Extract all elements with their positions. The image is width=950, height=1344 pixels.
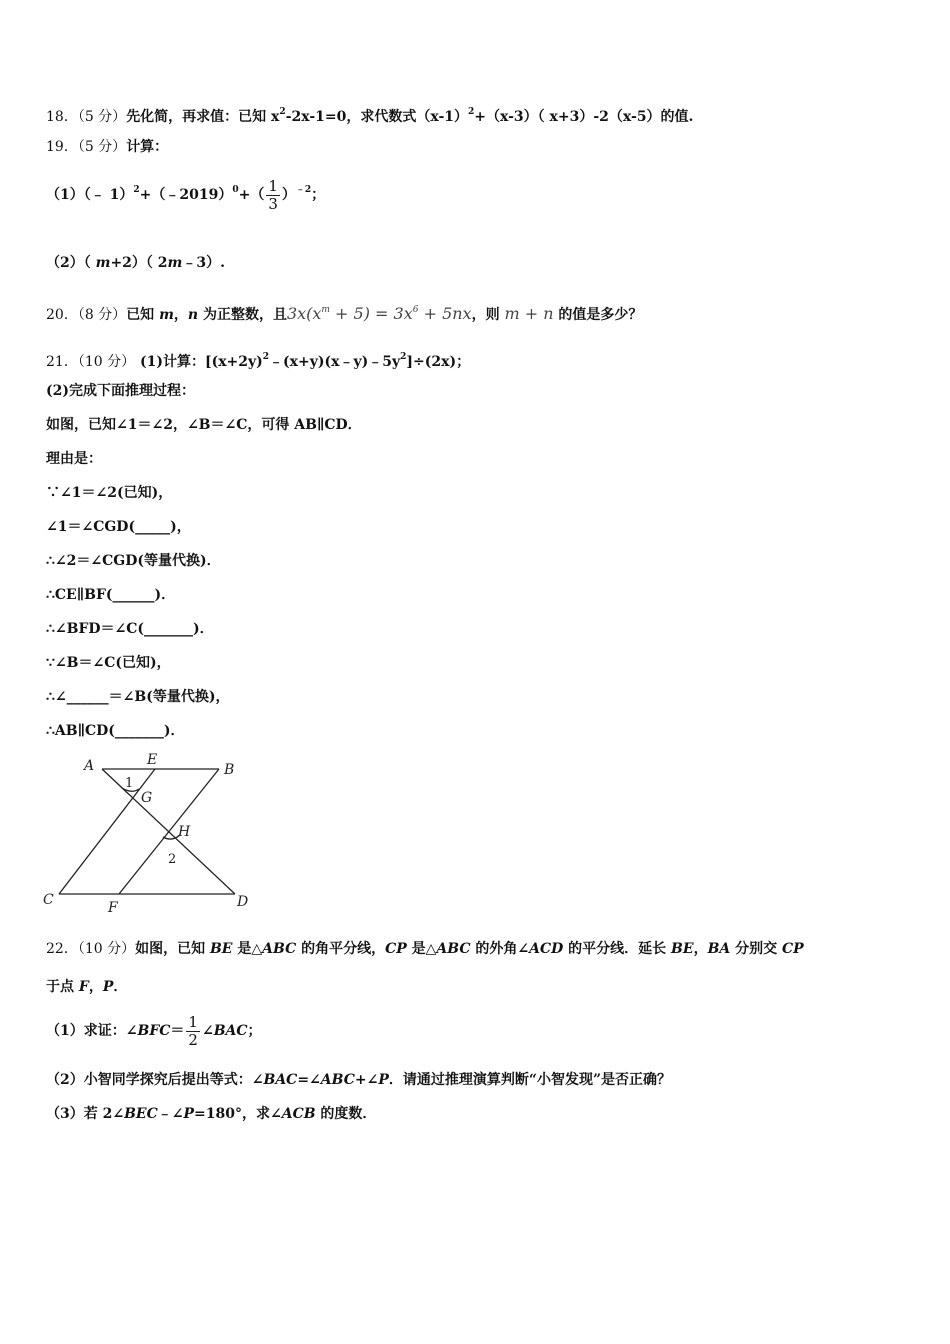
q22-p2-p: P	[378, 1072, 389, 1088]
q22-p2-b: =∠	[297, 1072, 321, 1088]
q19-p1-a: （1）（﹣ 1）	[46, 187, 134, 203]
q22-fraction	[186, 1014, 200, 1049]
q22-number: 22．	[46, 941, 78, 957]
q22-l1-abc2: ABC	[436, 941, 471, 957]
q21-step: ∴∠BFD＝∠C(_______)．	[46, 621, 214, 637]
q20-text-c: ，则	[471, 307, 505, 323]
q22-l2-a: 于点	[46, 979, 79, 995]
q22-p1-c: ；	[247, 1023, 262, 1039]
q22-l1-cp2: CP	[782, 941, 804, 957]
q22-l1-h: 分别交	[730, 941, 783, 957]
q22-p2-a: （2）小智同学探究后提出等式：∠	[46, 1072, 264, 1088]
q22-part1	[46, 1011, 262, 1051]
q22-l1-ba: BA	[707, 941, 731, 957]
q20-text-a: 已知	[126, 307, 160, 323]
q19-p1-exp2: 0	[232, 185, 239, 195]
q22-score: （10 分）	[77, 941, 136, 957]
q20-eq-exp-m: m	[321, 305, 330, 315]
q22-p3-bec: BEC	[124, 1106, 158, 1122]
label-G: G	[141, 790, 153, 806]
q21-step: 如图，已知∠1＝∠2，∠B＝∠C，可得 AB∥CD．	[46, 417, 362, 433]
q20-text-b: 为正整数，且	[198, 307, 287, 323]
q19-text: 计算：	[126, 139, 169, 155]
q22-p1-bac: BAC	[213, 1023, 248, 1039]
q22-p3-a: （3）若 2∠	[46, 1106, 125, 1122]
q19-frac-den: 3	[268, 194, 278, 213]
q21-l1-exp1: 2	[262, 352, 270, 362]
q20-score: （8 分）	[77, 307, 127, 323]
q21-step: ∴∠______＝∠B(等量代换)，	[46, 689, 230, 705]
q19-part1	[46, 170, 325, 215]
geometry-figure	[42, 752, 257, 917]
q20-n: n	[187, 307, 199, 323]
q22-l2-c: ．	[113, 979, 128, 995]
q21-step: ∴∠2＝∠CGD(等量代换)．	[46, 553, 221, 569]
q22-p1-b: ∠	[201, 1023, 214, 1039]
q19-p1-d: ）	[281, 187, 296, 203]
q18-text-b: -2x-1=0，求代数式（x-1）	[285, 109, 469, 125]
q20-eq-exp-6: 6	[412, 305, 419, 315]
q22-part3	[46, 1104, 376, 1124]
q22-p2-d: ．请通过推理演算判断“小智发现”是否正确？	[388, 1072, 672, 1088]
q19-p1-b: +（﹣2019）	[139, 187, 233, 203]
q22-l1-acd: ACD	[529, 941, 564, 957]
q19-p2-m2: m	[167, 255, 183, 271]
q21-step: ∵∠1＝∠2(已知)，	[46, 485, 173, 501]
q22-p2-c: +∠	[354, 1072, 379, 1088]
q22-p2-bac: BAC	[263, 1072, 298, 1088]
q21-step: ∴CE∥BF(______)．	[46, 587, 176, 603]
q22-l1-be: BE	[209, 941, 233, 957]
q19-p1-e: ；	[311, 187, 326, 203]
q19-fraction	[266, 178, 280, 213]
q22-p3-c: =180°，求∠	[194, 1106, 282, 1122]
q18-score: （5 分）	[77, 109, 127, 125]
q18-line	[46, 102, 693, 127]
label-E: E	[147, 752, 158, 768]
q20-m: m	[159, 307, 174, 323]
q19-score: （5 分）	[77, 139, 127, 155]
q18-exp-a: 2	[279, 107, 286, 117]
q20-text-d: 的值是多少？	[553, 307, 643, 323]
q19-p1-exp3: ﹣2	[295, 185, 312, 195]
label-B: B	[224, 762, 235, 778]
segment-AD	[102, 769, 235, 894]
q19-p2-a: （2）（	[46, 255, 96, 271]
q22-l1-g: ，	[693, 941, 708, 957]
q22-l1-b: 是△	[232, 941, 263, 957]
q21-l1-b: ﹣(x+y)(x﹣y)﹣5y	[269, 354, 401, 370]
label-A: A	[84, 758, 95, 774]
label-angle-1: 1	[125, 776, 134, 791]
q22-p3-acb: ACB	[281, 1106, 316, 1122]
q22-l2-b: ，	[88, 979, 103, 995]
q19-number: 19．	[46, 139, 78, 155]
label-D: D	[237, 894, 249, 910]
q19-p2-c: ﹣3）.	[182, 255, 225, 271]
q19-frac-num: 1	[268, 176, 278, 195]
q22-p1-a: （1）求证：∠	[46, 1023, 138, 1039]
q22-p3-d: 的度数．	[315, 1106, 377, 1122]
q20-eq-b: + 5) = 3x	[329, 304, 413, 323]
q22-l1-be2: BE	[671, 941, 694, 957]
q18-number: 18．	[46, 109, 78, 125]
q20-equation	[287, 304, 472, 323]
q21-l1-a: (1)计算：[(x+2y)	[139, 354, 263, 370]
q22-l2-p: P	[102, 979, 114, 995]
q21-score: （10 分）	[77, 354, 136, 370]
q22-p2-abc: ABC	[320, 1072, 355, 1088]
q20-expr: m + n	[504, 304, 554, 323]
q21-step: ∴AB∥CD(_______)．	[46, 723, 185, 739]
q21-step: (2)完成下面推理过程：	[46, 383, 195, 399]
q22-p1-eq: ＝	[170, 1023, 185, 1039]
q22-l1-c: 的角平分线，	[296, 941, 386, 957]
q18-text-c: +（x-3）（ x+3）-2（x-5）的值.	[474, 109, 694, 125]
q21-l1-c: ]÷(2x)；	[406, 354, 471, 370]
q22-frac-den: 2	[188, 1030, 198, 1049]
q21-l1-exp2: 2	[400, 352, 407, 362]
segment-CE	[59, 769, 155, 894]
q22-l1-f: 的平分线．延长	[563, 941, 672, 957]
q22-p3-p: P	[183, 1106, 195, 1122]
q19-p2-m1: m	[95, 255, 111, 271]
label-H: H	[178, 824, 191, 840]
q22-part2	[46, 1070, 671, 1090]
q22-l2-f: F	[78, 979, 89, 995]
q19-p2-b: +2）（ 2	[110, 255, 168, 271]
q19-p1-exp1: 2	[133, 185, 140, 195]
q19-line	[46, 137, 168, 157]
q20-line	[46, 297, 642, 328]
q19-p1-c: +（	[238, 187, 265, 203]
q21-number: 21．	[46, 354, 78, 370]
q19-part2	[46, 253, 225, 273]
q21-line	[46, 347, 470, 372]
q22-l1-d: 是△	[406, 941, 437, 957]
q22-l1-cp: CP	[385, 941, 407, 957]
q22-line1	[46, 939, 804, 959]
q18-text-a: 先化简，再求值：已知 x	[126, 109, 280, 125]
q21-step: ∵∠B＝∠C(已知)，	[46, 655, 171, 671]
label-C: C	[43, 892, 54, 908]
q20-eq-a: 3x(x	[286, 304, 322, 323]
q22-l1-e: 的外角∠	[470, 941, 530, 957]
label-angle-2: 2	[168, 852, 177, 867]
q21-step: 理由是：	[46, 451, 102, 467]
q22-p3-b: ﹣∠	[157, 1106, 184, 1122]
q22-l1-abc: ABC	[262, 941, 297, 957]
q22-frac-num: 1	[188, 1012, 198, 1031]
q20-eq-c: + 5nx	[418, 304, 472, 323]
q22-l1-a: 如图，已知	[135, 941, 210, 957]
q21-step: ∠1＝∠CGD(_____)，	[46, 519, 191, 535]
q22-p1-bfc: BFC	[137, 1023, 171, 1039]
q20-comma: ，	[173, 307, 188, 323]
q22-line2	[46, 977, 127, 997]
q20-number: 20．	[46, 307, 78, 323]
label-F: F	[108, 900, 118, 916]
q18-exp-b: 2	[468, 107, 475, 117]
